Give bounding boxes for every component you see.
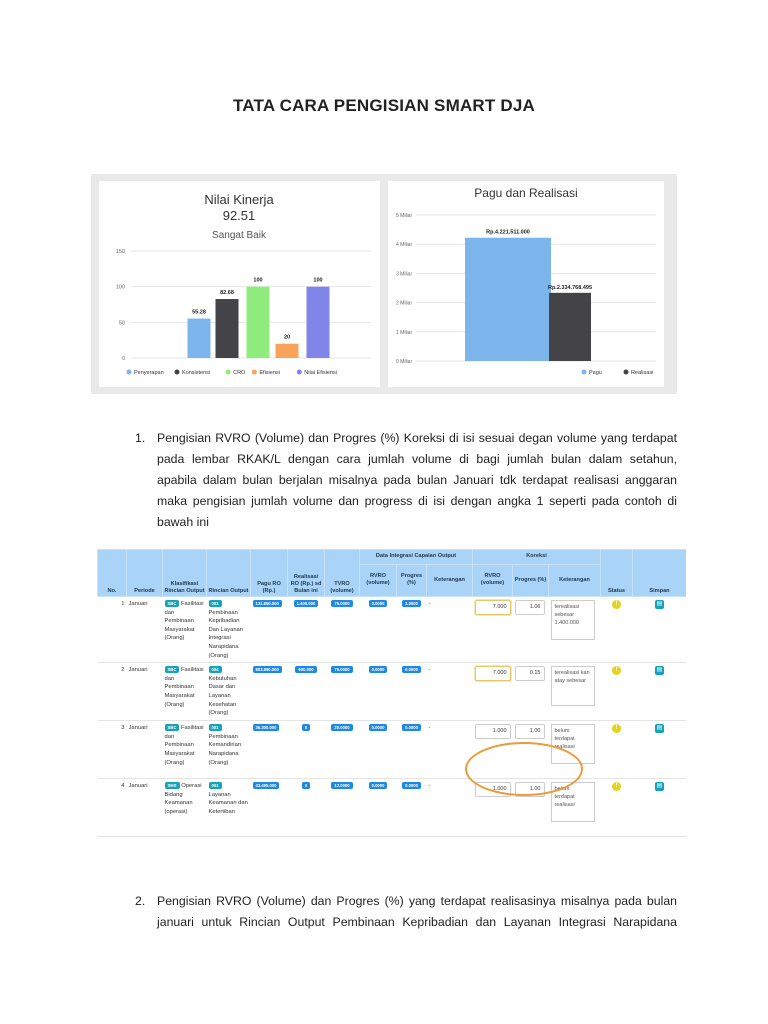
paragraph-1-line: apabila dalam bulan berjalan misalnya pada bulan Januari tdk terdapat realisasi anggaran — [157, 473, 677, 487]
group-integrasi: Data Integrasi Capaian Output — [360, 550, 473, 565]
klasifikasi-code-badge: SBC — [165, 600, 180, 607]
klasifikasi-code-badge: SBC — [165, 724, 180, 731]
cell-klasifikasi — [163, 779, 207, 837]
paragraph-2-line: Pengisian RVRO (Volume) dan Progres (%) yang terdapat realisasinya misalnya pada bulan — [157, 894, 677, 908]
table-row — [98, 779, 687, 837]
cell-realisasi — [288, 663, 325, 721]
save-icon[interactable]: ▤ — [656, 725, 663, 732]
cell-klasifikasi — [163, 663, 207, 721]
save-icon[interactable]: ▤ — [656, 783, 663, 790]
col-koreksi-keterangan: Keterangan — [549, 564, 601, 596]
paragraph-2 — [135, 891, 677, 933]
legend-label: Efisiensi — [259, 370, 280, 376]
col-no: No. — [98, 550, 127, 597]
bar-realisasi — [549, 293, 591, 361]
pagu-badge: 131.850.000 — [253, 600, 282, 607]
klasifikasi-code-badge: SBC — [165, 666, 180, 673]
paragraph-1 — [135, 428, 677, 533]
col-rvro: RVRO (volume) — [360, 564, 397, 596]
col-klasifikasi: Klasifikasi Rincian Output — [163, 550, 207, 597]
y-tick-label: 1 Miliar — [396, 329, 413, 336]
pagu-realisasi-card — [388, 181, 664, 387]
tvro-badge: 20.0000 — [331, 724, 352, 731]
bar-nilai-efisiensi — [307, 287, 330, 358]
paragraph-1-line: maka pengisian jumlah volume dan progress di isi dengan angka 1 seperti pada contoh di — [157, 494, 677, 508]
status-warning-icon[interactable]: ! — [612, 600, 621, 609]
paragraph-1-line: Pengisian RVRO (Volume) dan Progres (%) Koreksi di isi sesuai degan volume yang terdapat — [157, 431, 677, 445]
cell-status — [601, 721, 633, 779]
cell-rincian — [207, 597, 251, 663]
dashboard-screenshot — [91, 174, 677, 394]
nilai-kinerja-chart — [99, 181, 380, 387]
y-tick-label: 4 Miliar — [396, 242, 413, 249]
cell-pagu — [251, 663, 288, 721]
progres-badge: 0.0000 — [402, 724, 421, 731]
paragraph-1-number: 1. — [135, 431, 146, 445]
cell-koreksi-keterangan — [549, 597, 601, 663]
cell-no: 2 — [98, 663, 127, 721]
cell-koreksi-rvro — [473, 597, 513, 663]
col-koreksi-progres: Progres (%) — [513, 564, 549, 596]
cell-periode: Januari — [127, 721, 163, 779]
cell-keterangan: - — [427, 663, 473, 721]
chart-title: Nilai Kinerja — [204, 192, 274, 207]
tvro-badge: 75.0000 — [331, 666, 352, 673]
cell-rvro — [360, 597, 397, 663]
pagu-badge: 36.300.000 — [253, 724, 280, 731]
tvro-badge: 12.0000 — [331, 782, 352, 789]
table-row — [98, 663, 687, 721]
klasifikasi-text: Fasilitasi dan Pembinaan Masyarakat (Orang) — [164, 725, 204, 766]
chart-rating: Sangat Baik — [212, 230, 266, 241]
y-tick-label: 5 Miliar — [396, 213, 413, 219]
bar-penyerapan — [188, 319, 211, 358]
cell-koreksi-keterangan — [549, 663, 601, 721]
status-warning-icon[interactable]: ! — [612, 782, 621, 791]
paragraph-2-line: januari untuk Rincian Output Pembinaan Kepribadian dan Layanan Integrasi Narapidana — [157, 915, 677, 929]
koreksi-progres-input[interactable]: 0.15 — [515, 666, 545, 681]
bar-pagu — [465, 238, 551, 361]
cell-periode: Januari — [127, 597, 163, 663]
cell-no: 3 — [98, 721, 127, 779]
cell-status — [601, 663, 633, 721]
cell-tvro — [325, 597, 360, 663]
cell-klasifikasi — [163, 597, 207, 663]
cell-simpan — [633, 597, 687, 663]
cell-no: 1 — [98, 597, 127, 663]
save-icon[interactable]: ▤ — [656, 667, 663, 674]
y-tick-label: 0 — [121, 356, 125, 362]
cell-realisasi — [288, 779, 325, 837]
legend-marker — [582, 370, 587, 375]
cell-keterangan: - — [427, 779, 473, 837]
cell-tvro — [325, 663, 360, 721]
cell-realisasi — [288, 597, 325, 663]
y-tick-label: 0 Miliar — [396, 359, 413, 365]
cell-simpan — [633, 663, 687, 721]
legend-marker — [175, 370, 180, 375]
cell-keterangan: - — [427, 597, 473, 663]
progres-badge: 1.0000 — [402, 600, 421, 607]
bar-efisiensi — [276, 344, 299, 358]
data-label: 100 — [253, 277, 263, 284]
legend-marker — [127, 370, 132, 375]
cell-rincian — [207, 721, 251, 779]
progres-badge: 0.0000 — [402, 666, 421, 673]
cell-koreksi-progres — [513, 597, 549, 663]
rincian-code-badge: 001 — [209, 600, 222, 607]
klasifikasi-code-badge: SMS — [165, 782, 180, 789]
rincian-code-badge: 001 — [209, 782, 222, 789]
koreksi-keterangan-textarea[interactable]: belum terdapat realisasi — [551, 724, 595, 764]
realisasi-badge: 1.400.000 — [294, 600, 319, 607]
bar-konsistensi — [216, 299, 239, 358]
realisasi-badge: 900.000 — [295, 666, 316, 673]
cell-status — [601, 779, 633, 837]
chart-title: Pagu dan Realisasi — [474, 186, 578, 200]
status-warning-icon[interactable]: ! — [612, 666, 621, 675]
cell-progres — [397, 721, 427, 779]
data-label: Rp.2.334.768.495 — [547, 284, 593, 291]
rincian-text: Layanan Keamanan dan Ketertiban — [208, 791, 248, 815]
koreksi-progres-input[interactable]: 1.06 — [515, 600, 545, 615]
cell-status — [601, 597, 633, 663]
cell-realisasi — [288, 721, 325, 779]
cell-periode: Januari — [127, 663, 163, 721]
y-tick-label: 150 — [115, 249, 125, 255]
legend-marker — [226, 370, 231, 375]
progres-badge: 0.0000 — [402, 782, 421, 789]
page-title: TATA CARA PENGISIAN SMART DJA — [232, 96, 536, 115]
cell-pagu — [251, 721, 288, 779]
y-tick-label: 3 Miliar — [396, 271, 413, 278]
paragraph-1-line: pada lembar RKAK/L dengan cara jumlah volume di bagi jumlah bulan dalam setahun, — [157, 452, 677, 466]
data-table — [97, 549, 686, 837]
rincian-code-badge: 004 — [209, 666, 222, 673]
y-tick-label: 100 — [115, 284, 125, 291]
rvro-badge: 0.0000 — [369, 724, 388, 731]
y-tick-label: 50 — [118, 320, 125, 327]
cell-rvro — [360, 779, 397, 837]
nilai-kinerja-card — [99, 181, 380, 387]
klasifikasi-text: Operasi Bidang Keamanan (operasi) — [164, 783, 202, 815]
cell-pagu — [251, 779, 288, 837]
cell-pagu — [251, 597, 288, 663]
cell-rvro — [360, 721, 397, 779]
cell-klasifikasi — [163, 721, 207, 779]
cell-progres — [397, 597, 427, 663]
rvro-badge: 0.0000 — [369, 782, 388, 789]
rincian-code-badge: 001 — [209, 724, 222, 731]
col-status: Status — [601, 550, 633, 597]
koreksi-keterangan-textarea[interactable]: belum terdapat realisasi — [551, 782, 595, 822]
legend-label: Penyerapan — [134, 370, 164, 376]
cell-keterangan: - — [427, 721, 473, 779]
cell-simpan — [633, 721, 687, 779]
cell-tvro — [325, 779, 360, 837]
data-table-screenshot — [97, 549, 686, 865]
cell-periode: Januari — [127, 779, 163, 837]
legend-marker — [624, 370, 629, 375]
data-label: Rp.4.221.511.000 — [486, 229, 530, 236]
legend-label: Pagu — [589, 370, 602, 376]
rincian-text: Pembinaan Kemandirian Narapidana (Orang) — [208, 733, 242, 766]
highlight-circle — [465, 742, 583, 796]
save-icon[interactable]: ▤ — [656, 601, 663, 607]
koreksi-progres-input[interactable]: 1.00 — [515, 782, 545, 797]
cell-tvro — [325, 721, 360, 779]
cell-koreksi-rvro — [473, 663, 513, 721]
chart-subtitle: 92.51 — [222, 208, 256, 223]
cell-rincian — [207, 663, 251, 721]
cell-progres — [397, 779, 427, 837]
cell-rincian — [207, 779, 251, 837]
cell-koreksi-progres — [513, 663, 549, 721]
realisasi-badge: 0 — [302, 782, 310, 789]
rvro-badge: 0.0000 — [369, 600, 388, 607]
rincian-text: Pembinaan Kepribadian Dan Layanan Integrasi Narapidana (Orang) — [208, 609, 243, 659]
klasifikasi-text: Fasilitasi dan Pembinaan Masyarakat (Orang) — [164, 601, 204, 642]
koreksi-keterangan-textarea[interactable]: terealisasi kan atay sebesar — [551, 666, 595, 706]
legend-label: CRO — [233, 370, 246, 376]
rincian-text: Kebutuhan Dasar dan Layanan Kesehatan (Orang) — [208, 675, 237, 717]
table-row — [98, 597, 687, 663]
data-label: 82.68 — [220, 290, 234, 297]
bar-cro — [247, 287, 270, 358]
pagu-badge: 43.495.000 — [253, 782, 280, 789]
col-progres: Progres (%) — [397, 564, 427, 596]
data-label: 20 — [283, 334, 291, 341]
col-tvro: TVRO (volume) — [325, 550, 360, 597]
data-label: 55.28 — [192, 309, 206, 316]
rvro-badge: 0.0000 — [369, 666, 388, 673]
col-koreksi-rvro: RVRO (volume) — [473, 564, 513, 596]
data-label: 100 — [313, 277, 323, 284]
koreksi-rvro-input[interactable]: 1.000 — [475, 782, 511, 797]
cell-no: 4 — [98, 779, 127, 837]
koreksi-rvro-input[interactable]: 7.000 — [475, 666, 511, 681]
koreksi-rvro-input[interactable]: 1.000 — [475, 724, 511, 739]
cell-rvro — [360, 663, 397, 721]
cell-simpan — [633, 779, 687, 837]
col-periode: Periode — [127, 550, 163, 597]
legend-label: Nilai Efisiensi — [304, 370, 338, 376]
legend-label: Konsistensi — [182, 370, 211, 376]
tvro-badge: 75.0000 — [331, 600, 352, 607]
klasifikasi-text: Fasilitasi dan Pembinaan Masyarakat (Orang) — [164, 667, 204, 708]
col-realisasi: Realisasi RO (Rp.) sd Bulan ini — [288, 550, 325, 597]
cell-progres — [397, 663, 427, 721]
col-keterangan: Keterangan — [427, 564, 473, 596]
group-koreksi: Koreksi — [473, 550, 601, 565]
legend-marker — [252, 370, 257, 375]
realisasi-badge: 0 — [302, 724, 310, 731]
koreksi-keterangan-textarea[interactable]: terealisasi sebesar 1.400.000 — [551, 600, 595, 640]
paragraph-1-line: bawah ini — [157, 515, 209, 529]
legend-marker — [297, 370, 302, 375]
pagu-realisasi-chart — [388, 181, 664, 387]
col-rincian: Rincian Output — [207, 550, 251, 597]
y-tick-label: 2 Miliar — [396, 300, 413, 307]
paragraph-2-number: 2. — [135, 894, 146, 908]
status-warning-icon[interactable]: ! — [612, 724, 621, 733]
col-simpan: Simpan — [633, 550, 687, 597]
legend-label: Realisasi — [631, 370, 654, 376]
pagu-badge: 803.890.000 — [253, 666, 282, 673]
koreksi-rvro-input[interactable]: 7.000 — [475, 600, 511, 615]
table-row — [98, 721, 687, 779]
koreksi-progres-input[interactable]: 1.00 — [515, 724, 545, 739]
col-pagu: Pagu RO (Rp.) — [251, 550, 288, 597]
